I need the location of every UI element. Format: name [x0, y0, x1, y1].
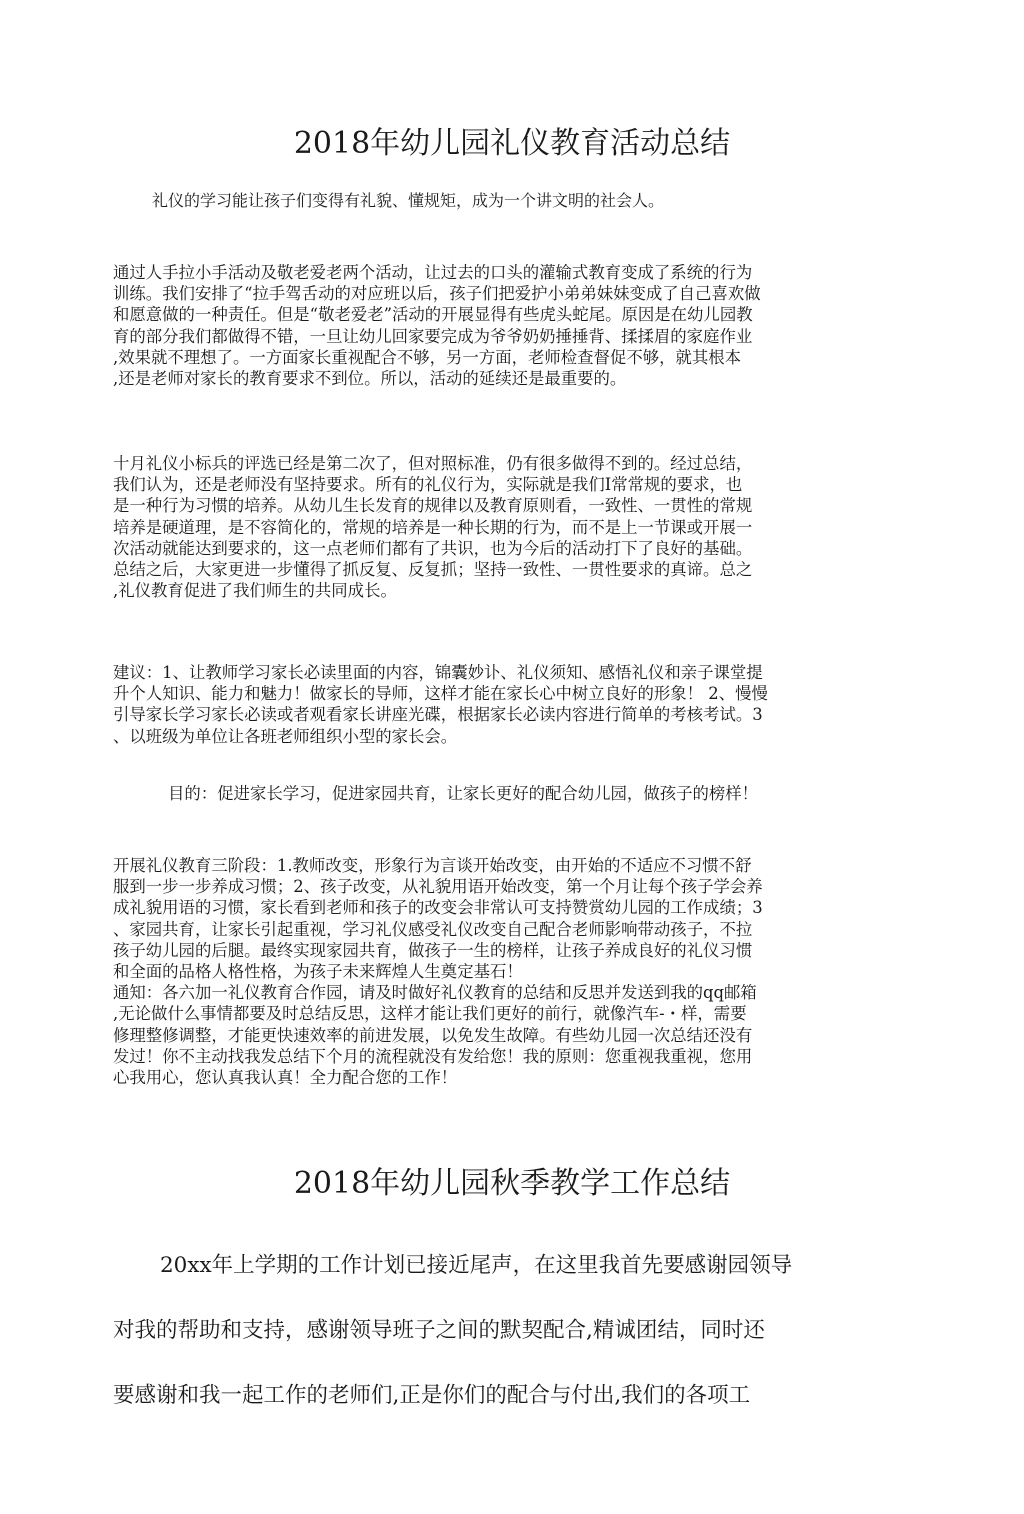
text-line: 是一种行为习惯的培养。从幼儿生长发育的规律以及教育原则看，一致性、一贯性的常规	[113, 496, 753, 516]
text-line: 十月礼仪小标兵的评选已经是第二次了，但对照标准，仍有很多做得不到的。经过总结，	[113, 454, 753, 473]
paragraph-etiquette-soldier	[113, 453, 873, 601]
text-line: 开展礼仪教育三阶段：1.教师改变，形象行为言谈开始改变，由开始的不适应不习惯不舒	[113, 856, 752, 875]
autumn-summary-line-2	[113, 1313, 893, 1344]
text-line: 引导家长学习家长必读或者观看家长讲座光碟，根据家长必读内容进行简单的考核考试。3	[113, 705, 763, 725]
text-line: 训练。我们安排了“拉手驾舌动的对应班以后，孩子们把爱护小弟弟妹妹变成了自己喜欢做	[113, 284, 761, 304]
paragraph-suggestions	[113, 662, 873, 747]
text-line: 和全面的品格人格性格，为孩子未来辉煌人生奠定基石！	[113, 962, 523, 982]
document-title-2: 2018年幼儿园秋季教学工作总结	[293, 1166, 731, 1201]
intro-paragraph: 礼仪的学习能让孩子们变得有礼貌、懂规矩，成为一个讲文明的社会人。	[152, 191, 665, 210]
text-line: 和愿意做的一种责任。但是“敬老爱老”活动的开展显得有些虎头蛇尾。原因是在幼儿园教	[113, 305, 753, 325]
text-line: 通知：各六加一礼仪教育合作园，请及时做好礼仪教育的总结和反思并发送到我的qq邮箱	[113, 983, 757, 1003]
paragraph-activities	[113, 262, 873, 389]
text-line: ,效果就不理想了。一方面家长重视配合不够，另一方面，老师检查督促不够，就其根本	[113, 347, 742, 367]
text-line: ,还是老师对家长的教育要求不到位。所以，活动的延续还是最重要的。	[113, 369, 627, 389]
text-line: 、以班级为单位让各班老师组织小型的家长会。	[113, 726, 458, 746]
text-line: 我们认为，还是老师没有坚持要求。所有的礼仪行为，实际就是我们I常常规的要求，也	[113, 475, 743, 495]
text-line: 发过！你不主动找我发总结下个月的流程就没有发给您！我的原则：您重视我重视，您用	[113, 1046, 753, 1066]
text-line: 修理整修调整，才能更快速效率的前进发展，以免发生故障。有些幼儿园一次总结还没有	[113, 1025, 753, 1045]
text-line: 、家园共育，让家长引起重视，学习礼仪感受礼仪改变自己配合老师影响带动孩子，不拉	[113, 919, 753, 939]
document-title-1: 2018年幼儿园礼仪教育活动总结	[293, 126, 731, 161]
autumn-summary-line-3	[113, 1378, 893, 1409]
text-line: 培养是硬道理，是不容简化的，常规的培养是一种长期的行为，而不是上一节课或开展一	[113, 517, 753, 537]
text-line: 升个人知识、能力和魅力！做家长的导师，这样才能在家长心中树立良好的形象！ 2、慢慢	[113, 684, 768, 704]
text-line: 服到一步一步养成习惯；2、孩子改变，从礼貌用语开始改变，第一个月让每个孩子学会养	[113, 877, 763, 897]
paragraph-three-stages	[113, 855, 873, 1088]
text-line: 20xx年上学期的工作计划已接近尾声，在这里我首先要感谢园领导	[160, 1253, 793, 1278]
text-line: 总结之后，大家更进一步懂得了抓反复、反复抓；坚持一致性、一贯性要求的真谛。总之	[113, 560, 753, 580]
text-line: 对我的帮助和支持，感谢领导班子之间的默契配合,精诚团结，同时还	[113, 1318, 765, 1343]
text-line: 次活动就能达到要求的，这一点老师们都有了共识，也为今后的活动打下了良好的基础。	[113, 538, 753, 558]
text-line: 建议：1、让教师学习家长必读里面的内容，锦囊妙讣、礼仪须知、感悟礼仪和亲子课堂提	[113, 663, 763, 682]
text-line: 育的部分我们都做得不错，一旦让幼儿回家要完成为爷爷奶奶捶捶背、揉揉眉的家庭作业	[113, 326, 753, 346]
autumn-summary-line-1	[160, 1248, 940, 1279]
text-line: ,礼仪教育促进了我们师生的共同成长。	[113, 581, 397, 601]
text-line: 孩子幼儿园的后腿。最终实现家园共育，做孩子一生的榜样，让孩子养成良好的礼仪习惯	[113, 940, 753, 960]
text-line: 要感谢和我一起工作的老师们,正是你们的配合与付出,我们的各项工	[113, 1383, 751, 1408]
text-line: 成礼貌用语的习惯，家长看到老师和孩子的改变会非常认可支持赞赏幼儿园的工作成绩；3	[113, 898, 763, 918]
text-line: 目的：促进家长学习，促进家园共育，让家长更好的配合幼儿园，做孩子的榜样！	[168, 784, 759, 803]
text-line: 心我用心，您认真我认真！全力配合您的工作！	[113, 1068, 458, 1088]
text-line: ,无论做什么事情都要及时总结反思，这样才能让我们更好的前行，就像汽车-・样，需要	[113, 1004, 747, 1024]
text-line: 通过人手拉小手活动及敬老爱老两个活动，让过去的口头的灌输式教育变成了系统的行为	[113, 263, 753, 282]
paragraph-purpose	[168, 783, 928, 804]
